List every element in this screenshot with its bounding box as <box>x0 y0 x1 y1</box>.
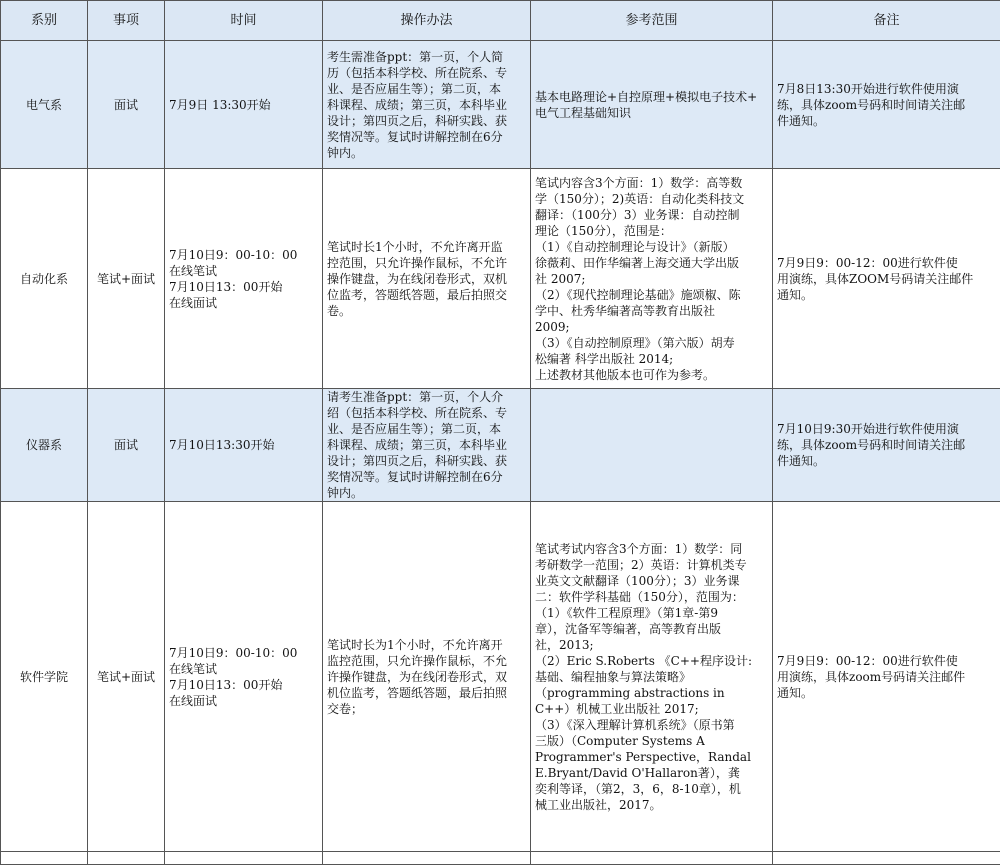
note-cell: 7月8日13:30开始进行软件使用演 练，具体zoom号码和时间请关注邮 件通知。 <box>773 41 1000 169</box>
header-note: 备注 <box>773 1 1000 41</box>
item-cell: 笔试+面试 <box>88 502 165 852</box>
header-dept: 系别 <box>1 1 88 41</box>
dept-cell: 软件学院 <box>1 502 88 852</box>
method-cell: 请考生准备ppt：第一页，个人介 绍（包括本科学校、所在院系、专 业、是否应届生等）；第二页，本 科课程、成绩；第三页，本科毕业 设计；第四页之后，科研实践、获 奖情况等。复试时讲解控制在6分 钟内。 <box>323 389 531 502</box>
time-cell: 7月9日 13:30开始 <box>165 41 323 169</box>
note-cell: 7月10日9:30开始进行软件使用演 练，具体zoom号码和时间请关注邮 件通知。 <box>773 389 1000 502</box>
note-cell: 7月9日9：00-12：00进行软件使 用演练，具体zoom号码请关注邮件 通知。 <box>773 502 1000 852</box>
method-cell: 笔试时长1个小时，不允许离开监 控范围，只允许操作鼠标，不允许 操作键盘，为在线闭卷形式，双机 位监考，答题纸答题，最后拍照交 卷。 <box>323 169 531 389</box>
time-cell: 7月10日9：00-10：00 在线笔试 7月10日13：00开始 在线面试 <box>165 169 323 389</box>
scope-cell: 笔试考试内容含3个方面：1）数学：同 考研数学一范围；2）英语：计算机类专 业英文文献翻译（100分）；3）业务课 二：软件学科基础（150分），范围为： （1）《软件工程原理》（第1章-第9 章），沈备军等编著，高等教育出版 社，2013; （2）Eric S.Roberts 《C++程序设计: 基础、编程抽象与算法策略》 （programming abstractions in C++）机械工业出版社 2017; （3）《深入理解计算机系统》（原书第 三版）（Computer Systems A Programmer's Perspective，Randal E.Bryant/David O'Hallaron著），龚 奕利等译，（第2，3，6，8-10章），机 械工业出版社，2017。 <box>531 502 773 852</box>
method-cell: 笔试时长为1个小时，不允许离开 监控范围，只允许操作鼠标，不允 许操作键盘，为在线闭卷形式，双 机位监考，答题纸答题，最后拍照 交卷； <box>323 502 531 852</box>
item-cell: 笔试+面试 <box>88 169 165 389</box>
header-time: 时间 <box>165 1 323 41</box>
dept-cell: 电气系 <box>1 41 88 169</box>
time-cell: 7月10日9：00-10：00 在线笔试 7月10日13：00开始 在线面试 <box>165 502 323 852</box>
note-cell: 7月9日9：00-12：00进行软件使 用演练，具体ZOOM号码请关注邮件 通知。 <box>773 169 1000 389</box>
table-row <box>1 41 1000 169</box>
scope-cell: 基本电路理论+自控原理+模拟电子技术+ 电气工程基础知识 <box>531 41 773 169</box>
table-row <box>1 389 1000 502</box>
time-cell: 7月10日13:30开始 <box>165 389 323 502</box>
dept-cell: 自动化系 <box>1 169 88 389</box>
item-cell: 面试 <box>88 389 165 502</box>
header-row <box>1 1 1000 41</box>
scope-cell: 笔试内容含3个方面：1）数学：高等数 学（150分）；2)英语：自动化类科技文 翻译：（100分）3）业务课：自动控制 理论（150分），范围是： （1）《自动控制理论与设计》（新版） 徐薇莉、田作华编著上海交通大学出版 社 2007; （2）《现代控制理论基础》施颂椒、陈 学中、杜秀华编著高等教育出版社 2009; （3）《自动控制原理》（第六版）胡寿 松编著 科学出版社 2014; 上述教材其他版本也可作为参考。 <box>531 169 773 389</box>
scope-cell <box>531 389 773 502</box>
table-row <box>1 502 1000 852</box>
table-row <box>1 169 1000 389</box>
dept-cell: 仪器系 <box>1 389 88 502</box>
method-cell: 考生需准备ppt：第一页，个人简 历（包括本科学校、所在院系、专 业、是否应届生等）；第二页，本 科课程、成绩；第三页，本科毕业 设计；第四页之后，科研实践、获 奖情况等。复试时讲解控制在6分 钟内。 <box>323 41 531 169</box>
item-cell: 面试 <box>88 41 165 169</box>
header-item: 事项 <box>88 1 165 41</box>
header-scope: 参考范围 <box>531 1 773 41</box>
header-method: 操作办法 <box>323 1 531 41</box>
